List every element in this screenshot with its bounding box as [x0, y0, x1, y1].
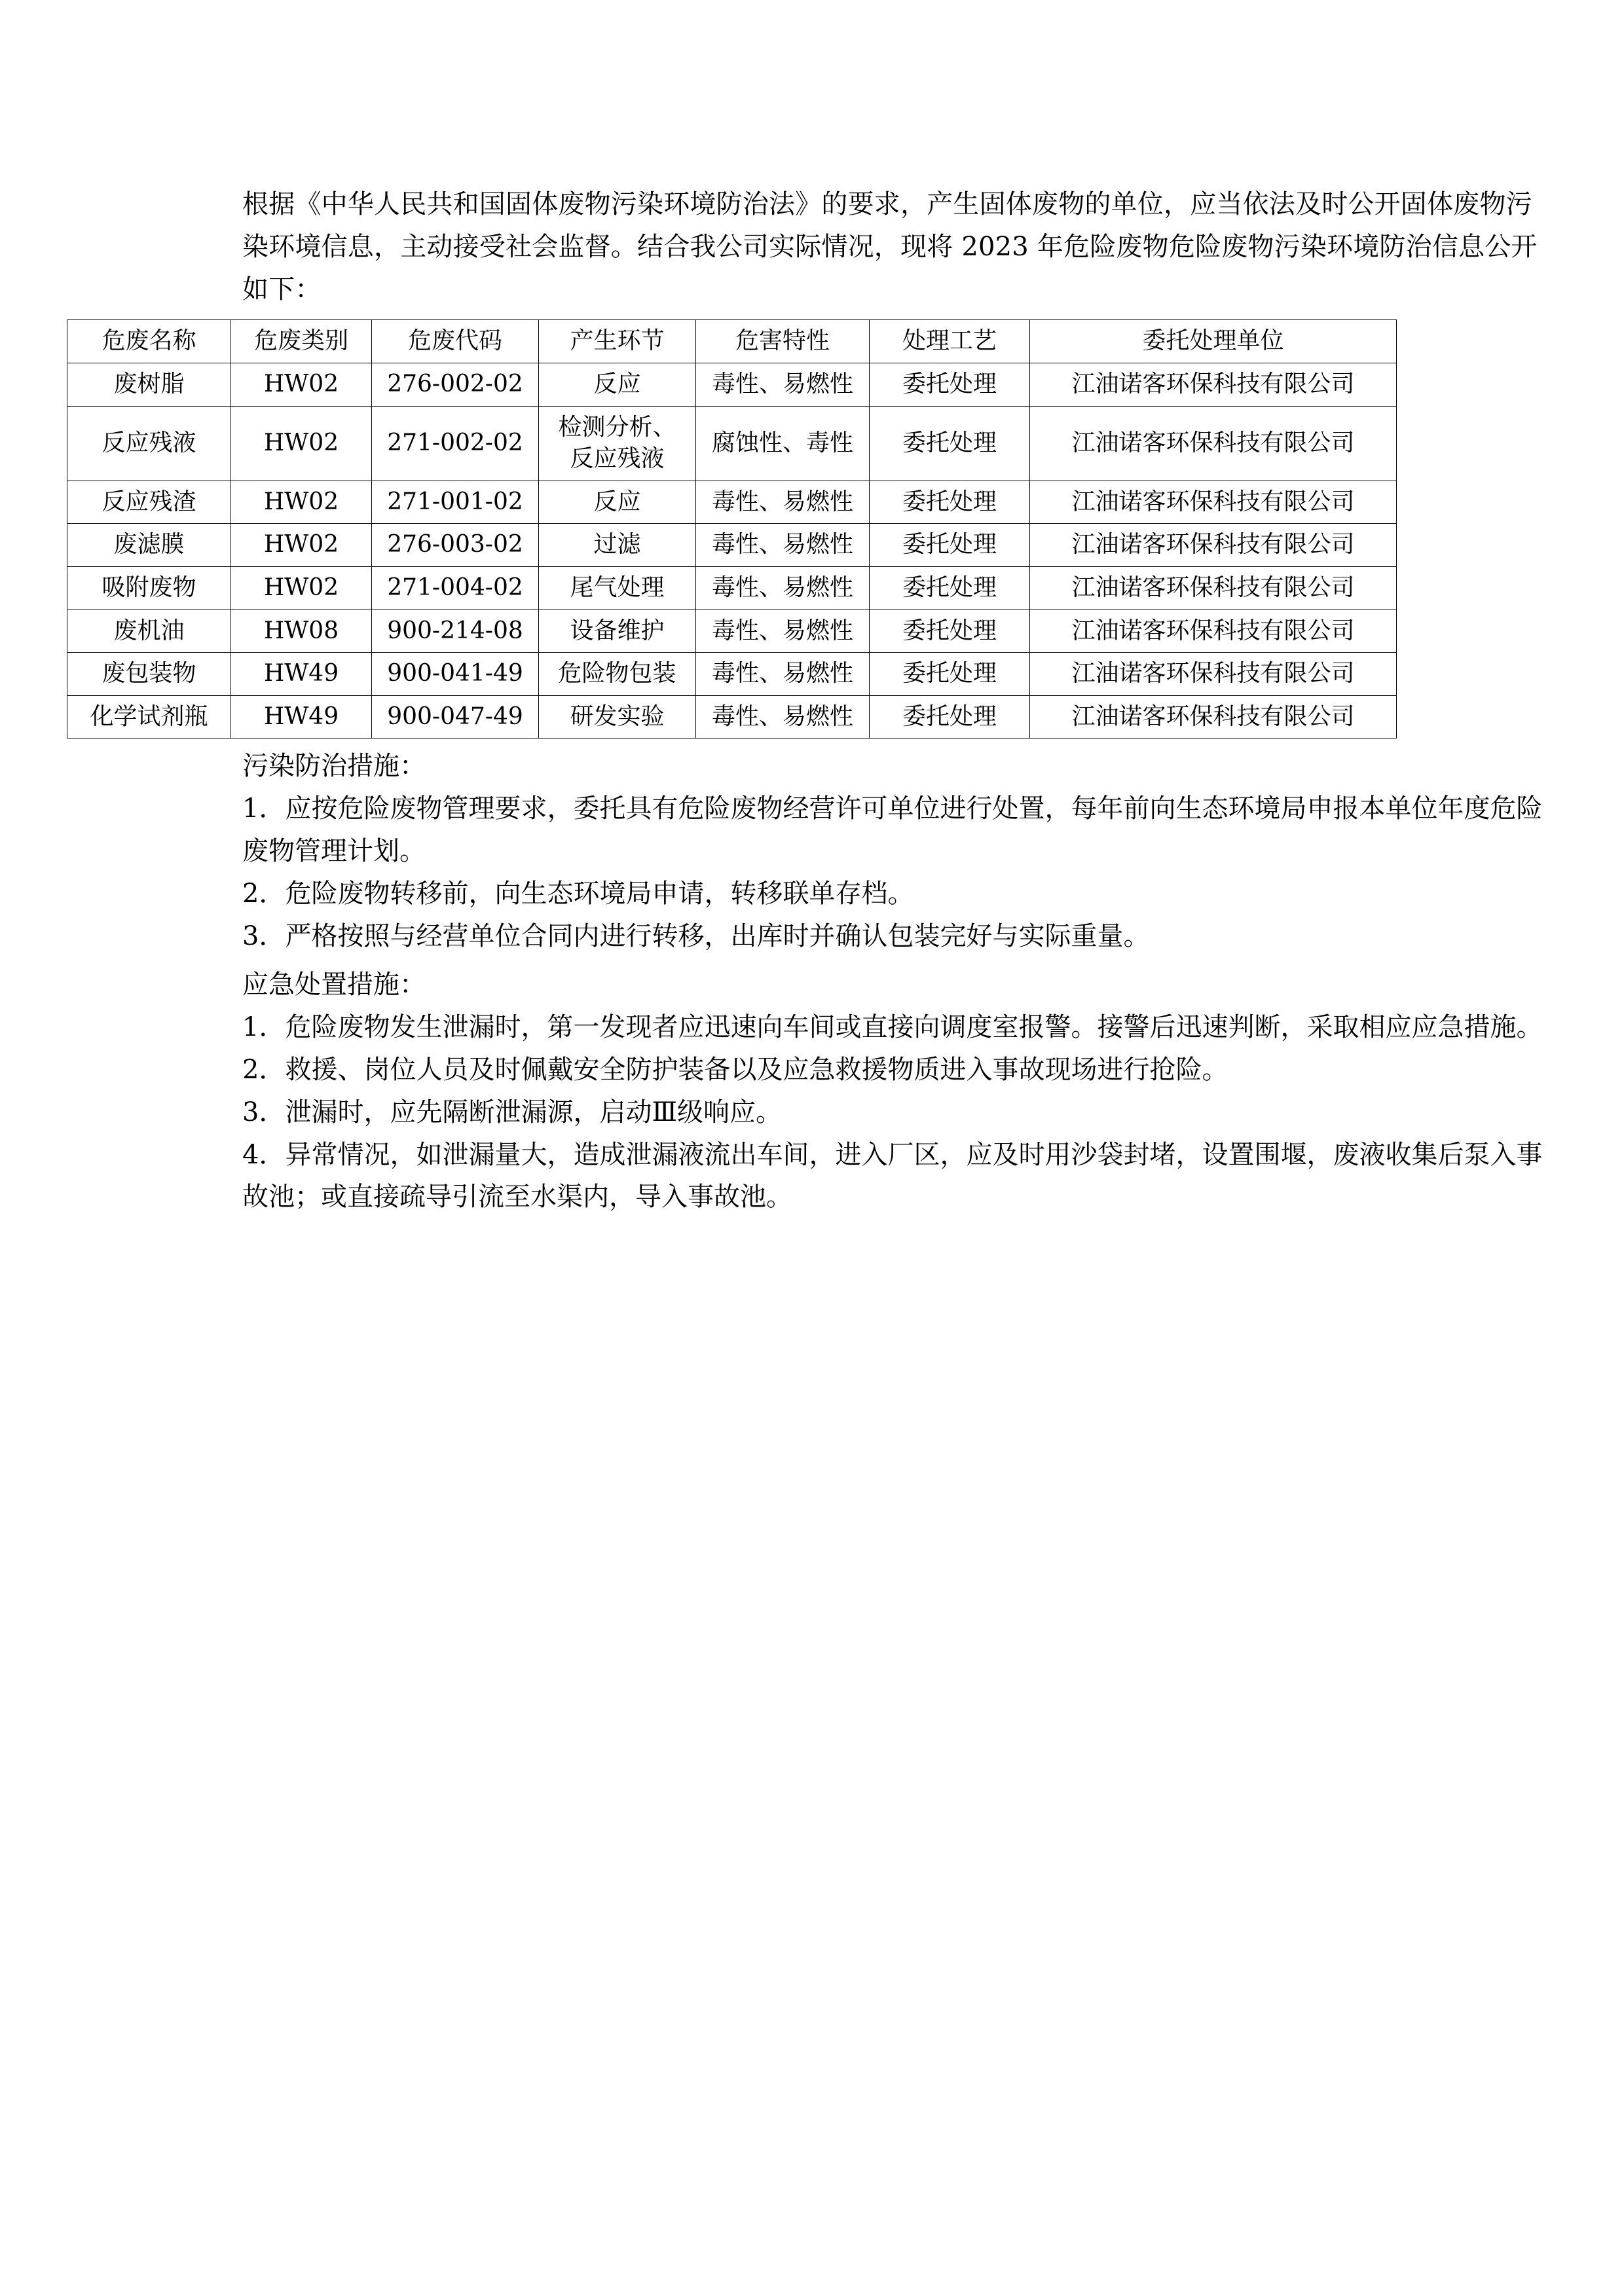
cell-hazard: 毒性、易燃性 — [696, 566, 870, 610]
emergency-measures-item: 3．泄漏时，应先隔断泄漏源，启动Ⅲ级响应。 — [242, 1097, 783, 1127]
document-content — [90, 183, 1545, 1218]
cell-process: 委托处理 — [870, 610, 1030, 653]
table-header-cell: 危废类别 — [231, 320, 372, 363]
cell-category: HW02 — [231, 406, 372, 481]
cell-category: HW02 — [231, 524, 372, 567]
table-row — [67, 481, 1397, 524]
cell-category: HW02 — [231, 363, 372, 406]
table-row — [67, 566, 1397, 610]
cell-hazard: 毒性、易燃性 — [696, 524, 870, 567]
cell-code: 276-002-02 — [372, 363, 539, 406]
table-header-cell: 危害特性 — [696, 320, 870, 363]
cell-stage: 危险物包装 — [539, 653, 696, 696]
emergency-measures-heading: 应急处置措施： — [242, 970, 426, 1000]
cell-code: 276-003-02 — [372, 524, 539, 567]
cell-category: HW49 — [231, 653, 372, 696]
cell-process: 委托处理 — [870, 524, 1030, 567]
cell-stage: 过滤 — [539, 524, 696, 567]
cell-name: 反应残渣 — [67, 481, 231, 524]
cell-hazard: 毒性、易燃性 — [696, 363, 870, 406]
cell-unit: 江油诺客环保科技有限公司 — [1030, 610, 1397, 653]
cell-code: 900-041-49 — [372, 653, 539, 696]
pollution-control-heading: 污染防治措施： — [242, 751, 426, 782]
cell-hazard: 毒性、易燃性 — [696, 653, 870, 696]
cell-process: 委托处理 — [870, 566, 1030, 610]
cell-unit: 江油诺客环保科技有限公司 — [1030, 481, 1397, 524]
cell-name: 反应残液 — [67, 406, 231, 481]
cell-code: 900-047-49 — [372, 695, 539, 738]
cell-category: HW08 — [231, 610, 372, 653]
table-row — [67, 524, 1397, 567]
cell-stage: 设备维护 — [539, 610, 696, 653]
cell-unit: 江油诺客环保科技有限公司 — [1030, 406, 1397, 481]
cell-name: 废包装物 — [67, 653, 231, 696]
cell-stage: 研发实验 — [539, 695, 696, 738]
cell-hazard: 毒性、易燃性 — [696, 481, 870, 524]
table-header-cell: 委托处理单位 — [1030, 320, 1397, 363]
pollution-control-item: 1．应按危险废物管理要求，委托具有危险废物经营许可单位进行处置，每年前向生态环境局申报本单位年度危险废物管理计划。 — [242, 793, 1543, 866]
cell-code: 271-004-02 — [372, 566, 539, 610]
cell-process: 委托处理 — [870, 481, 1030, 524]
cell-process: 委托处理 — [870, 653, 1030, 696]
pollution-control-item: 2．危险废物转移前，向生态环境局申请，转移联单存档。 — [242, 878, 914, 909]
cell-code: 271-002-02 — [372, 406, 539, 481]
table-row — [67, 406, 1397, 481]
cell-name: 废机油 — [67, 610, 231, 653]
cell-stage-line1: 检测分析、 — [558, 413, 676, 441]
intro-paragraph: 根据《中华人民共和国固体废物污染环境防治法》的要求，产生固体废物的单位，应当依法及时公开固体废物污染环境信息，主动接受社会监督。结合我公司实际情况，现将 2023 年危险废物危险废物污染环境防治信息公开如下： — [242, 189, 1538, 304]
pollution-control-item: 3．严格按照与经营单位合同内进行转移，出库时并确认包装完好与实际重量。 — [242, 920, 1150, 951]
cell-code: 271-001-02 — [372, 481, 539, 524]
cell-unit: 江油诺客环保科技有限公司 — [1030, 653, 1397, 696]
cell-category: HW02 — [231, 566, 372, 610]
emergency-measures-item: 1．危险废物发生泄漏时，第一发现者应迅速向车间或直接向调度室报警。接警后迅速判断，采取相应应急措施。 — [242, 1012, 1543, 1043]
cell-name: 废树脂 — [67, 363, 231, 406]
cell-process: 委托处理 — [870, 363, 1030, 406]
cell-unit: 江油诺客环保科技有限公司 — [1030, 695, 1397, 738]
table-header-row — [67, 320, 1397, 363]
cell-hazard: 腐蚀性、毒性 — [696, 406, 870, 481]
cell-stage-line2: 反应残液 — [570, 445, 665, 473]
cell-stage: 反应 — [539, 363, 696, 406]
cell-category: HW49 — [231, 695, 372, 738]
cell-name: 废滤膜 — [67, 524, 231, 567]
cell-name: 吸附废物 — [67, 566, 231, 610]
table-row — [67, 610, 1397, 653]
cell-hazard: 毒性、易燃性 — [696, 610, 870, 653]
table-row — [67, 653, 1397, 696]
cell-stage — [539, 406, 696, 481]
cell-hazard: 毒性、易燃性 — [696, 695, 870, 738]
cell-process: 委托处理 — [870, 695, 1030, 738]
table-header-cell: 危废代码 — [372, 320, 539, 363]
cell-name: 化学试剂瓶 — [67, 695, 231, 738]
cell-category: HW02 — [231, 481, 372, 524]
cell-stage: 尾气处理 — [539, 566, 696, 610]
table-header-cell: 处理工艺 — [870, 320, 1030, 363]
cell-unit: 江油诺客环保科技有限公司 — [1030, 524, 1397, 567]
cell-stage: 反应 — [539, 481, 696, 524]
table-row — [67, 695, 1397, 738]
cell-unit: 江油诺客环保科技有限公司 — [1030, 363, 1397, 406]
table-header-cell: 产生环节 — [539, 320, 696, 363]
table-header-cell: 危废名称 — [67, 320, 231, 363]
table-row — [67, 363, 1397, 406]
emergency-measures-item: 4．异常情况，如泄漏量大，造成泄漏液流出车间，进入厂区，应及时用沙袋封堵，设置围堰，废液收集后泵入事故池；或直接疏导引流至水渠内，导入事故池。 — [242, 1139, 1543, 1212]
cell-code: 900-214-08 — [372, 610, 539, 653]
cell-unit: 江油诺客环保科技有限公司 — [1030, 566, 1397, 610]
cell-process: 委托处理 — [870, 406, 1030, 481]
hazardous-waste-table — [67, 319, 1397, 738]
emergency-measures-item: 2．救援、岗位人员及时佩戴安全防护装备以及应急救援物质进入事故现场进行抢险。 — [242, 1054, 1228, 1085]
